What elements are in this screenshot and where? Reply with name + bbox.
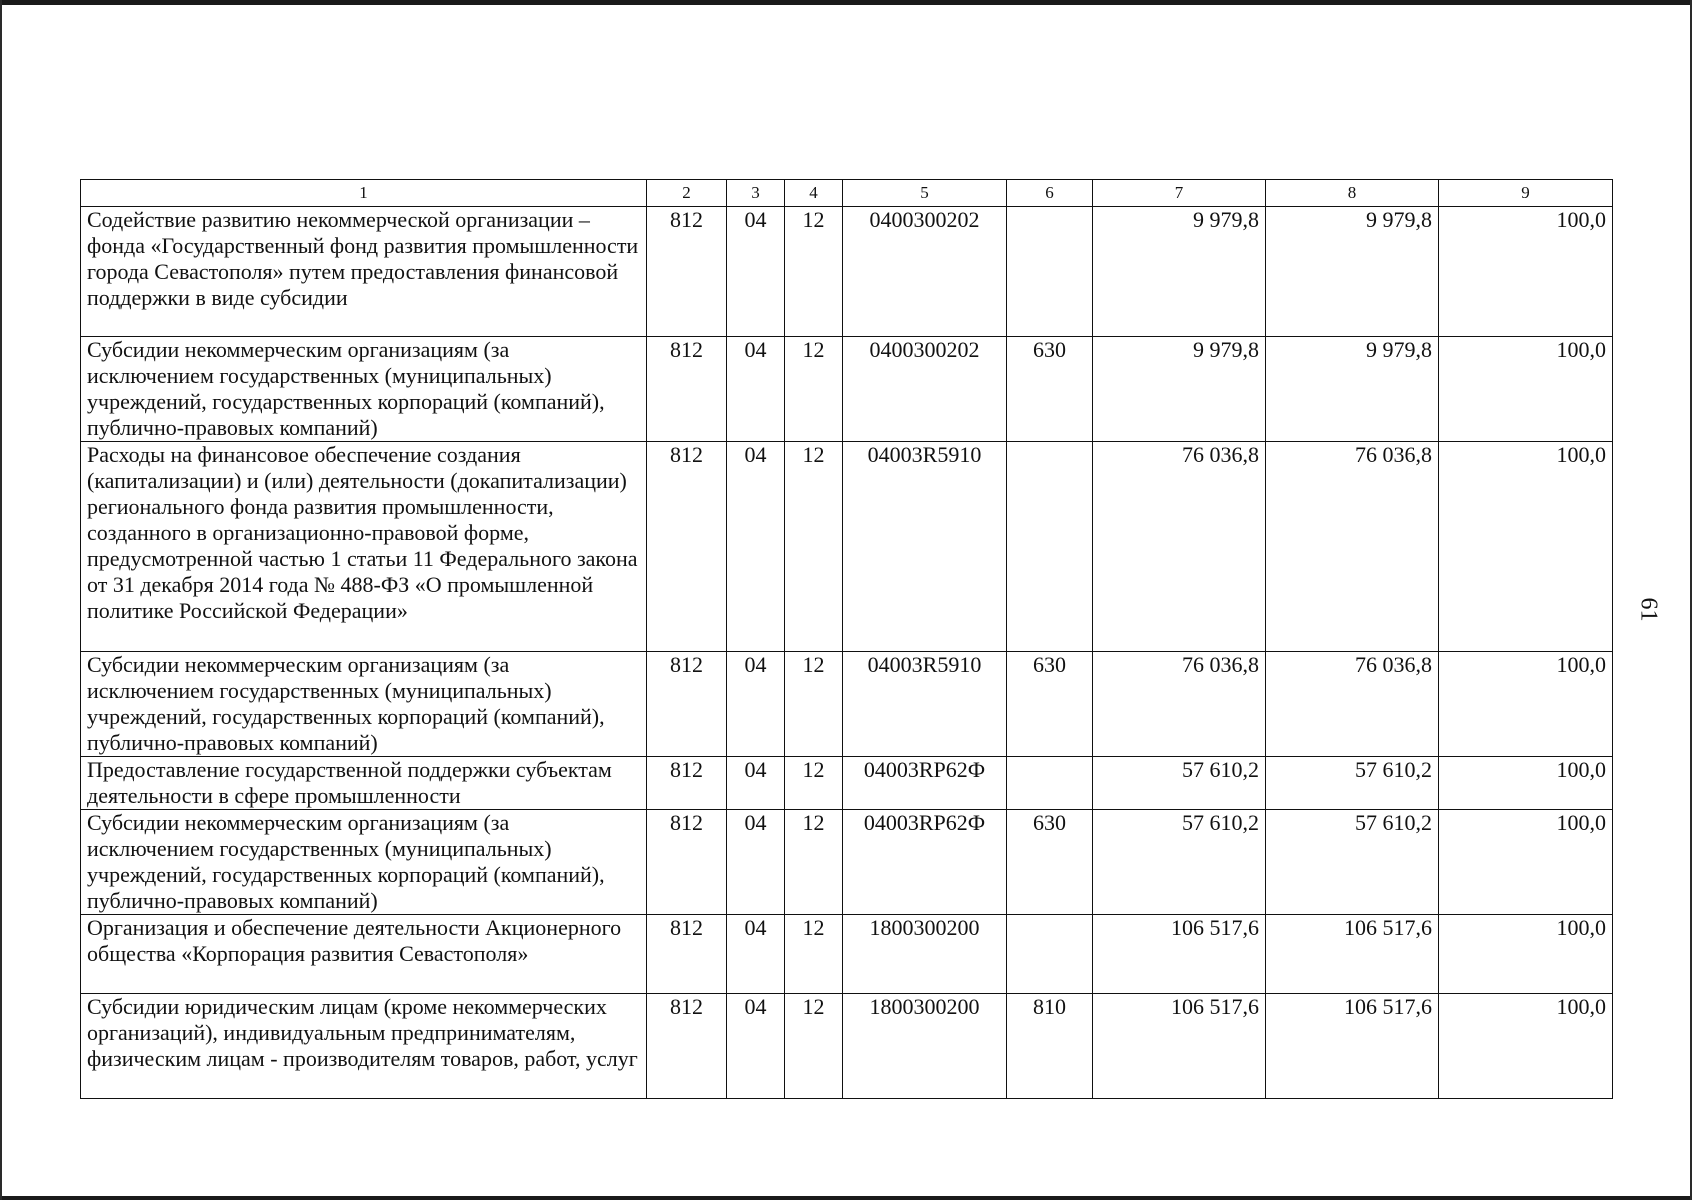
cell-amount-executed: 57 610,2 — [1266, 757, 1439, 810]
table-row — [81, 810, 1613, 915]
cell-section: 04 — [727, 810, 785, 915]
cell-amount-planned: 106 517,6 — [1093, 994, 1266, 1099]
cell-subsection: 12 — [785, 757, 843, 810]
cell-subsection: 12 — [785, 207, 843, 337]
cell-subsection: 12 — [785, 337, 843, 442]
cell-section: 04 — [727, 915, 785, 994]
table-row — [81, 994, 1613, 1099]
cell-amount-planned: 9 979,8 — [1093, 337, 1266, 442]
row-description: Содействие развитию некоммерческой организации – фонда «Государственный фонд развития промышленности города Севастополя» путем предоставления финансовой поддержки в виде субсидии — [81, 207, 647, 337]
row-description: Субсидии юридическим лицам (кроме некоммерческих организаций), индивидуальным предпринимателям, физическим лицам - производителям товаров, работ, услуг — [81, 994, 647, 1099]
cell-subsection: 12 — [785, 810, 843, 915]
cell-ministry-code: 812 — [647, 337, 727, 442]
cell-expense-type — [1007, 757, 1093, 810]
row-description: Субсидии некоммерческим организациям (за исключением государственных (муниципальных) учреждений, государственных корпораций (компаний), публично-правовых компаний) — [81, 810, 647, 915]
budget-table — [80, 179, 1613, 1099]
cell-target-code: 0400300202 — [843, 207, 1007, 337]
cell-percent: 100,0 — [1439, 652, 1613, 757]
scan-border-top — [0, 0, 1692, 5]
cell-target-code: 0400300202 — [843, 337, 1007, 442]
column-number: 5 — [843, 180, 1007, 207]
cell-target-code: 1800300200 — [843, 915, 1007, 994]
cell-section: 04 — [727, 757, 785, 810]
cell-amount-executed: 106 517,6 — [1266, 994, 1439, 1099]
cell-target-code: 04003R5910 — [843, 442, 1007, 652]
cell-ministry-code: 812 — [647, 994, 727, 1099]
cell-amount-planned: 9 979,8 — [1093, 207, 1266, 337]
cell-ministry-code: 812 — [647, 652, 727, 757]
row-description: Предоставление государственной поддержки субъектам деятельности в сфере промышленности — [81, 757, 647, 810]
cell-section: 04 — [727, 442, 785, 652]
cell-percent: 100,0 — [1439, 442, 1613, 652]
row-description: Субсидии некоммерческим организациям (за исключением государственных (муниципальных) учреждений, государственных корпораций (компаний), публично-правовых компаний) — [81, 652, 647, 757]
cell-ministry-code: 812 — [647, 207, 727, 337]
cell-subsection: 12 — [785, 652, 843, 757]
table-row — [81, 337, 1613, 442]
table-row — [81, 652, 1613, 757]
cell-amount-executed: 76 036,8 — [1266, 652, 1439, 757]
cell-amount-executed: 9 979,8 — [1266, 337, 1439, 442]
column-number: 4 — [785, 180, 843, 207]
cell-amount-planned: 76 036,8 — [1093, 652, 1266, 757]
cell-ministry-code: 812 — [647, 915, 727, 994]
cell-subsection: 12 — [785, 442, 843, 652]
cell-expense-type: 810 — [1007, 994, 1093, 1099]
cell-percent: 100,0 — [1439, 337, 1613, 442]
row-description: Субсидии некоммерческим организациям (за исключением государственных (муниципальных) учреждений, государственных корпораций (компаний), публично-правовых компаний) — [81, 337, 647, 442]
cell-percent: 100,0 — [1439, 757, 1613, 810]
cell-section: 04 — [727, 652, 785, 757]
cell-amount-executed: 57 610,2 — [1266, 810, 1439, 915]
table-row — [81, 442, 1613, 652]
cell-section: 04 — [727, 207, 785, 337]
cell-percent: 100,0 — [1439, 207, 1613, 337]
cell-amount-planned: 106 517,6 — [1093, 915, 1266, 994]
scan-border-bottom — [0, 1196, 1692, 1200]
table-row — [81, 915, 1613, 994]
table-row — [81, 207, 1613, 337]
column-number: 8 — [1266, 180, 1439, 207]
cell-ministry-code: 812 — [647, 757, 727, 810]
cell-amount-planned: 57 610,2 — [1093, 810, 1266, 915]
cell-target-code: 04003RP62Ф — [843, 757, 1007, 810]
column-number: 1 — [81, 180, 647, 207]
cell-subsection: 12 — [785, 915, 843, 994]
cell-amount-planned: 57 610,2 — [1093, 757, 1266, 810]
page-number: 61 — [1635, 597, 1662, 622]
column-number: 9 — [1439, 180, 1613, 207]
column-number: 6 — [1007, 180, 1093, 207]
row-description: Расходы на финансовое обеспечение создания (капитализации) и (или) деятельности (докапитализации) регионального фонда развития промышленности, созданного в организационно-правовой форме, предусмотренной частью 1 статьи 11 Федерального закона от 31 декабря 2014 года № 488-ФЗ «О промышленной политике Российской Федерации» — [81, 442, 647, 652]
cell-expense-type: 630 — [1007, 337, 1093, 442]
cell-amount-executed: 106 517,6 — [1266, 915, 1439, 994]
cell-amount-executed: 76 036,8 — [1266, 442, 1439, 652]
table-row — [81, 757, 1613, 810]
row-description: Организация и обеспечение деятельности Акционерного общества «Корпорация развития Севастополя» — [81, 915, 647, 994]
cell-percent: 100,0 — [1439, 915, 1613, 994]
column-number: 2 — [647, 180, 727, 207]
cell-expense-type: 630 — [1007, 652, 1093, 757]
cell-percent: 100,0 — [1439, 810, 1613, 915]
column-number: 3 — [727, 180, 785, 207]
cell-expense-type — [1007, 442, 1093, 652]
cell-amount-planned: 76 036,8 — [1093, 442, 1266, 652]
cell-subsection: 12 — [785, 994, 843, 1099]
cell-ministry-code: 812 — [647, 442, 727, 652]
cell-section: 04 — [727, 994, 785, 1099]
column-number: 7 — [1093, 180, 1266, 207]
cell-amount-executed: 9 979,8 — [1266, 207, 1439, 337]
scan-border-left — [0, 0, 2, 1200]
cell-target-code: 04003RP62Ф — [843, 810, 1007, 915]
cell-section: 04 — [727, 337, 785, 442]
cell-target-code: 04003R5910 — [843, 652, 1007, 757]
column-number-row — [81, 180, 1613, 207]
cell-expense-type: 630 — [1007, 810, 1093, 915]
cell-expense-type — [1007, 207, 1093, 337]
cell-ministry-code: 812 — [647, 810, 727, 915]
cell-expense-type — [1007, 915, 1093, 994]
cell-target-code: 1800300200 — [843, 994, 1007, 1099]
cell-percent: 100,0 — [1439, 994, 1613, 1099]
